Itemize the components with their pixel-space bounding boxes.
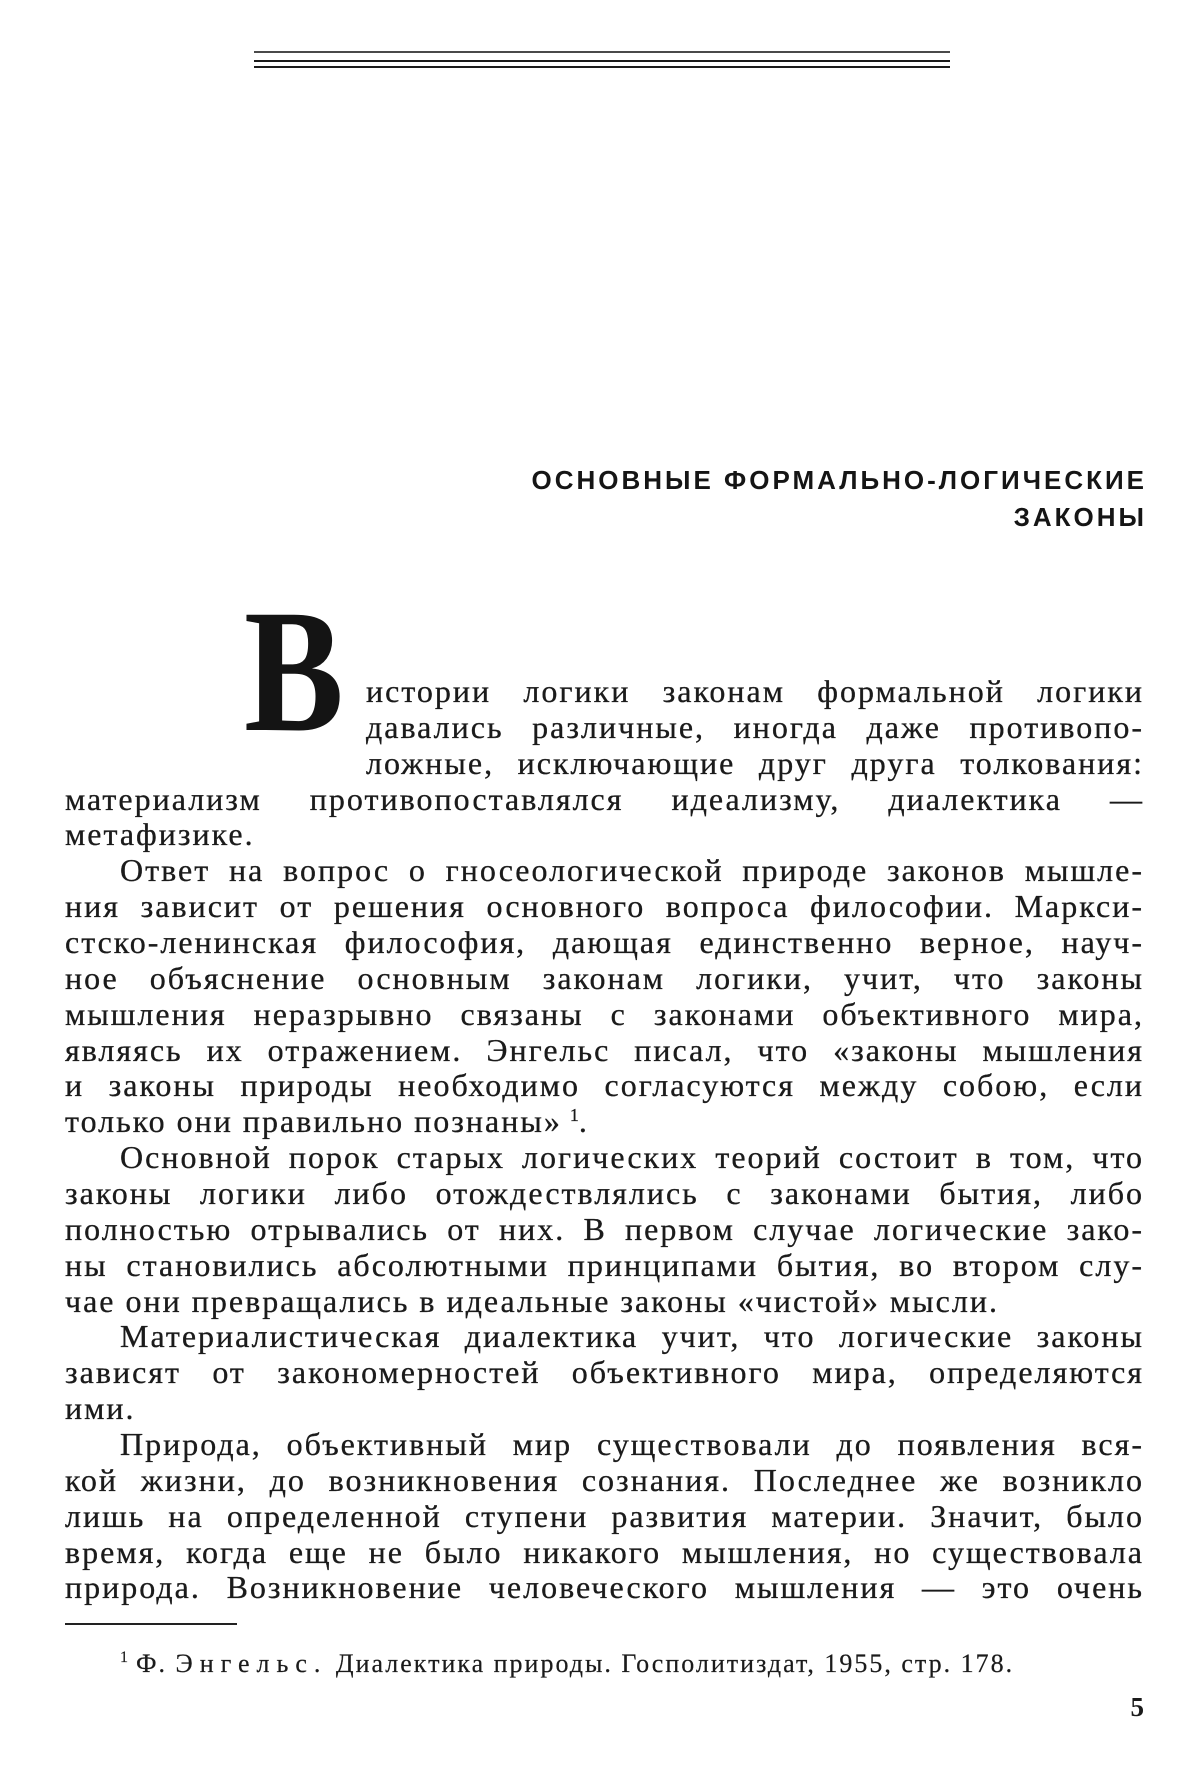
line-text: Основной порок старых логических теорий состоит в том, что bbox=[120, 1139, 1144, 1176]
page-number: 5 bbox=[1130, 1692, 1144, 1722]
drop-cap: В bbox=[244, 574, 344, 769]
chapter-heading bbox=[531, 462, 1147, 535]
line-text: кой жизни, до возникновения сознания. Последнее же возникло bbox=[65, 1461, 1144, 1498]
line-text: полностью отрывались от них. В первом случае логические зако- bbox=[65, 1210, 1144, 1247]
text-line bbox=[65, 1140, 1144, 1176]
line-text: только они правильно познаны» bbox=[65, 1103, 562, 1140]
text-line bbox=[65, 1427, 1144, 1463]
rule-line bbox=[254, 66, 950, 68]
text-line bbox=[65, 1068, 1144, 1104]
line-text: природа. Возникновение человеческого мышления — это очень bbox=[65, 1569, 1144, 1606]
line-text: ими. bbox=[65, 1390, 136, 1427]
text-line bbox=[65, 1535, 1144, 1571]
body-text bbox=[65, 674, 1144, 1606]
line-text: ния зависит от решения основного вопроса философии. Маркси- bbox=[65, 888, 1144, 925]
line-text: Природа, объективный мир существовали до появления вся- bbox=[120, 1426, 1144, 1463]
line-text: ное объяснение основным законам логики, учит, что законы bbox=[65, 959, 1144, 996]
text-line bbox=[65, 1463, 1144, 1499]
line-text: являясь их отражением. Энгельс писал, что «законы мышления bbox=[65, 1031, 1144, 1068]
paragraph bbox=[65, 1319, 1144, 1427]
footnote-marker: 1 bbox=[120, 1649, 128, 1666]
line-text: стско-ленинская философия, дающая единственно верное, науч- bbox=[65, 924, 1144, 961]
text-line bbox=[65, 817, 1144, 853]
footnote bbox=[120, 1649, 1014, 1679]
text-line bbox=[65, 1284, 1144, 1320]
paragraph bbox=[65, 853, 1144, 1140]
paragraph bbox=[65, 674, 1144, 853]
text-line bbox=[65, 925, 1144, 961]
text-line bbox=[65, 1319, 1144, 1355]
line-text: время, когда еще не было никакого мышления, но существовала bbox=[65, 1533, 1144, 1570]
line-text: мышления неразрывно связаны с законами объективного мира, bbox=[65, 995, 1144, 1032]
line-text: законы логики либо отождествлялись с законами бытия, либо bbox=[65, 1175, 1144, 1212]
text-line bbox=[366, 674, 1144, 710]
footnote-author: Энгельс. bbox=[175, 1649, 328, 1678]
line-text: лишь на определенной ступени развития материи. Значит, было bbox=[65, 1497, 1144, 1534]
text-line bbox=[65, 1248, 1144, 1284]
text-line bbox=[65, 889, 1144, 925]
text-line bbox=[65, 1176, 1144, 1212]
text-line bbox=[65, 1499, 1144, 1535]
line-text: зависят от закономерностей объективного мира, определяются bbox=[65, 1354, 1144, 1391]
text-line bbox=[65, 1212, 1144, 1248]
text-line bbox=[65, 1104, 1144, 1140]
rule-line bbox=[254, 60, 950, 62]
footnote-citation: Диалектика природы. Госполитиздат, 1955, стр. 178. bbox=[335, 1649, 1015, 1678]
text-line bbox=[65, 1570, 1144, 1606]
text-line bbox=[366, 710, 1144, 746]
footnote-rule bbox=[65, 1623, 237, 1625]
chapter-heading-line: ОСНОВНЫЕ ФОРМАЛЬНО-ЛОГИЧЕСКИЕ bbox=[531, 465, 1147, 495]
footnote-reference: 1 bbox=[569, 1105, 579, 1126]
line-text: метафизике. bbox=[65, 816, 255, 853]
text-line bbox=[65, 961, 1144, 997]
text-line bbox=[65, 1391, 1144, 1427]
paragraph bbox=[65, 1140, 1144, 1319]
line-text: Материалистическая диалектика учит, что логические законы bbox=[120, 1318, 1144, 1355]
text-line bbox=[65, 1033, 1144, 1069]
line-text: Ответ на вопрос о гносеологической природе законов мышле- bbox=[120, 852, 1144, 889]
chapter-heading-line: ЗАКОНЫ bbox=[1013, 501, 1147, 532]
paragraph bbox=[65, 1427, 1144, 1606]
line-text: материализм противопоставлялся идеализму, диалектика — bbox=[65, 780, 1144, 817]
line-text: ложные, исключающие друг друга толкования: bbox=[366, 744, 1144, 781]
line-text: давались различные, иногда даже противопо- bbox=[366, 708, 1144, 745]
line-end-punctuation: . bbox=[578, 1103, 589, 1140]
text-line bbox=[65, 1355, 1144, 1391]
footnote-initial: Ф. bbox=[136, 1649, 168, 1678]
top-rule bbox=[254, 48, 950, 70]
line-text: ны становились абсолютными принципами бытия, во втором слу- bbox=[65, 1246, 1144, 1283]
rule-line bbox=[254, 51, 950, 53]
text-line bbox=[65, 853, 1144, 889]
text-line bbox=[65, 782, 1144, 818]
text-line bbox=[366, 746, 1144, 782]
line-text: чае они превращались в идеальные законы «чистой» мысли. bbox=[65, 1282, 999, 1319]
text-line bbox=[65, 997, 1144, 1033]
line-text: истории логики законам формальной логики bbox=[366, 673, 1144, 709]
line-text: и законы природы необходимо согласуются между собою, если bbox=[65, 1067, 1144, 1104]
